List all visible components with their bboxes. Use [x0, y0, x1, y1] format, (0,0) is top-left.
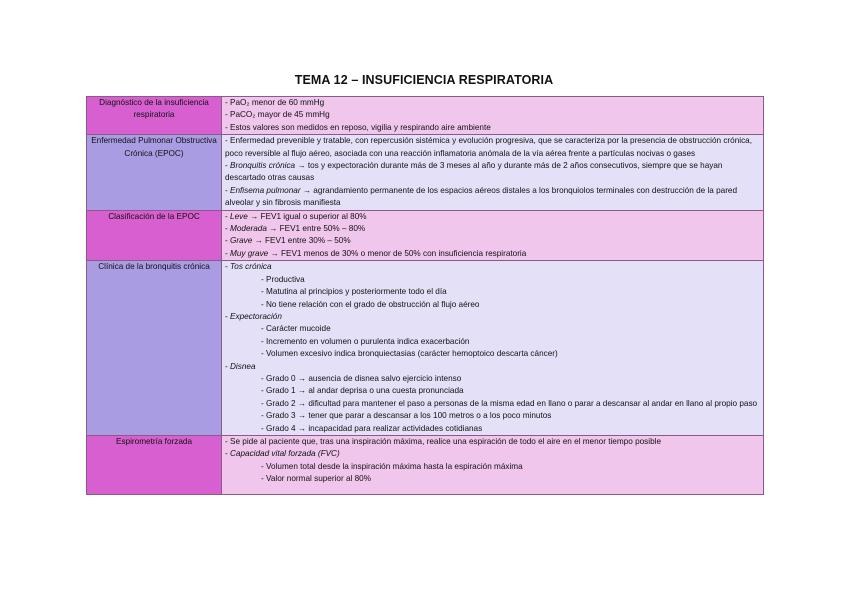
list-item: - Muy grave → FEV1 menos de 30% o menor de 50% con insuficiencia respiratoria	[225, 248, 527, 258]
term-text: → FEV1 igual o superior al 80%	[250, 211, 367, 221]
paragraph: - Bronquitis crónica → tos y expectoración durante más de 3 meses al año y durante más de 2 años consecutivos, siempre que se hayan descartado otras causas	[225, 161, 723, 183]
list-item: - Productiva	[261, 274, 305, 284]
table-row	[87, 135, 764, 210]
list-item: - Leve → FEV1 igual o superior al 80%	[225, 211, 367, 221]
list-item: - Grado 4 → incapacidad para realizar actividades cotidianas	[261, 423, 483, 433]
list-item: - Grave → FEV1 entre 30% – 50%	[225, 236, 351, 246]
item-text: Valor normal superior al 80%	[266, 474, 371, 484]
section-label: - Disnea	[225, 361, 256, 371]
term-label: Tos crónica	[230, 262, 272, 272]
row-content	[222, 97, 764, 135]
term-label: Bronquitis crónica	[230, 161, 296, 171]
term-text: → tos y expectoración durante más de 3 meses al año y durante más de 2 años consecutivos, siempre que se hayan descartado otras causas	[225, 161, 723, 183]
item-text: Grado 1 → al andar deprisa o una cuesta pronunciada	[266, 386, 464, 396]
list-item: - PaCO₂ mayor de 45 mmHg	[225, 110, 330, 120]
term-label: Moderada	[230, 224, 267, 234]
item-text: Volumen excesivo indica bronquiectasias (carácter hemoptoico descarta cáncer)	[266, 349, 558, 359]
table-row	[87, 210, 764, 261]
list-item: - Volumen excesivo indica bronquiectasias (carácter hemoptoico descarta cáncer)	[261, 349, 558, 359]
row-content	[222, 135, 764, 210]
term-text: → agrandamiento permanente de los espacios aéreos distales a los bronquiolos terminales con destrucción de la pared alveolar y sin fibrosis manifiesta	[225, 185, 738, 208]
row-header: Clasificación de la EPOC	[87, 210, 222, 261]
row-content	[222, 435, 764, 494]
item-text: Grado 3 → tener que parar a descansar a los 100 metros o a los poco minutos	[266, 411, 552, 421]
list-item: - Moderada → FEV1 entre 50% – 80%	[225, 224, 366, 234]
paragraph: - Enfermedad prevenible y tratable, con repercusión sistémica y evolución progresiva, que se caracteriza por la presencia de obstrucción crónica, poco reversible al flujo aéreo, asociada con una reacción inflamatoria anómala de la vía aérea frente a partículas nocivas o gases	[225, 136, 752, 158]
list-item: - Grado 0 → ausencia de disnea salvo ejercicio intenso	[261, 373, 462, 383]
section-label: - Capacidad vital forzada (FVC)	[225, 449, 340, 459]
item-text: Matutina al principios y posteriormente todo el día	[266, 287, 447, 297]
item-text: Grado 2 → dificultad para mantener el paso a personas de la misma edad en llano o parar a descansar al andar en llano al propio paso	[266, 398, 758, 408]
list-item: - Grado 1 → al andar deprisa o una cuesta pronunciada	[261, 386, 464, 396]
table-row	[87, 97, 764, 135]
list-item: - Carácter mucoide	[261, 324, 331, 334]
list-item: - Se pide al paciente que, tras una inspiración máxima, realice una espiración de todo el aire en el menor tiempo posible	[225, 436, 662, 446]
term-label: Capacidad vital forzada (FVC)	[230, 449, 340, 459]
row-content	[222, 210, 764, 261]
list-item: - Grado 3 → tener que parar a descansar a los 100 metros o a los poco minutos	[261, 411, 552, 421]
term-label: Grave	[230, 236, 253, 246]
content-table	[86, 96, 764, 495]
list-item: - Estos valores son medidos en reposo, vigilia y respirando aire ambiente	[225, 122, 491, 132]
paragraph: - Enfisema pulmonar → agrandamiento permanente de los espacios aéreos distales a los bronquiolos terminales con destrucción de la pared alveolar y sin fibrosis manifiesta	[225, 185, 738, 208]
term-text: → FEV1 entre 30% – 50%	[254, 236, 351, 246]
item-text: Volumen total desde la inspiración máxima hasta la espiración máxima	[266, 461, 523, 471]
list-item: - PaO₂ menor de 60 mmHg	[225, 98, 325, 107]
term-label: Expectoración	[230, 311, 282, 321]
table-row	[87, 435, 764, 494]
item-text: Carácter mucoide	[266, 324, 331, 334]
term-text: → FEV1 entre 50% – 80%	[269, 224, 366, 234]
item-text: Productiva	[266, 274, 305, 284]
page-title: TEMA 12 – INSUFICIENCIA RESPIRATORIA	[294, 73, 554, 87]
cell-padding	[225, 486, 760, 494]
row-header: Diagnóstico de la insuficiencia respiratoria	[87, 97, 222, 135]
list-item: - Volumen total desde la inspiración máxima hasta la espiración máxima	[261, 461, 523, 471]
term-label: Enfisema pulmonar	[230, 185, 301, 195]
row-header: Enfermedad Pulmonar Obstructiva Crónica (EPOC)	[87, 135, 222, 210]
list-item: - Incremento en volumen o purulenta indica exacerbación	[261, 336, 470, 346]
item-text: Incremento en volumen o purulenta indica exacerbación	[266, 336, 470, 346]
table-row	[87, 261, 764, 436]
section-label: - Tos crónica	[225, 262, 272, 272]
item-text: Grado 0 → ausencia de disnea salvo ejercicio intenso	[266, 373, 462, 383]
term-label: Muy grave	[230, 248, 269, 258]
term-text: → FEV1 menos de 30% o menor de 50% con insuficiencia respiratoria	[270, 248, 527, 258]
row-header: Clínica de la bronquitis crónica	[87, 261, 222, 436]
term-label: Leve	[230, 211, 248, 221]
section-label: - Expectoración	[225, 311, 282, 321]
list-item: - Grado 2 → dificultad para mantener el paso a personas de la misma edad en llano o parar a descansar al andar en llano al propio paso	[261, 398, 758, 408]
list-item: - Valor normal superior al 80%	[261, 474, 371, 484]
row-content	[222, 261, 764, 436]
list-item: - No tiene relación con el grado de obstrucción al flujo aéreo	[261, 299, 480, 309]
term-label: Disnea	[230, 361, 256, 371]
item-text: No tiene relación con el grado de obstrucción al flujo aéreo	[266, 299, 480, 309]
item-text: Grado 4 → incapacidad para realizar actividades cotidianas	[266, 423, 483, 433]
row-header: Espirometría forzada	[87, 435, 222, 494]
list-item: - Matutina al principios y posteriormente todo el día	[261, 287, 447, 297]
